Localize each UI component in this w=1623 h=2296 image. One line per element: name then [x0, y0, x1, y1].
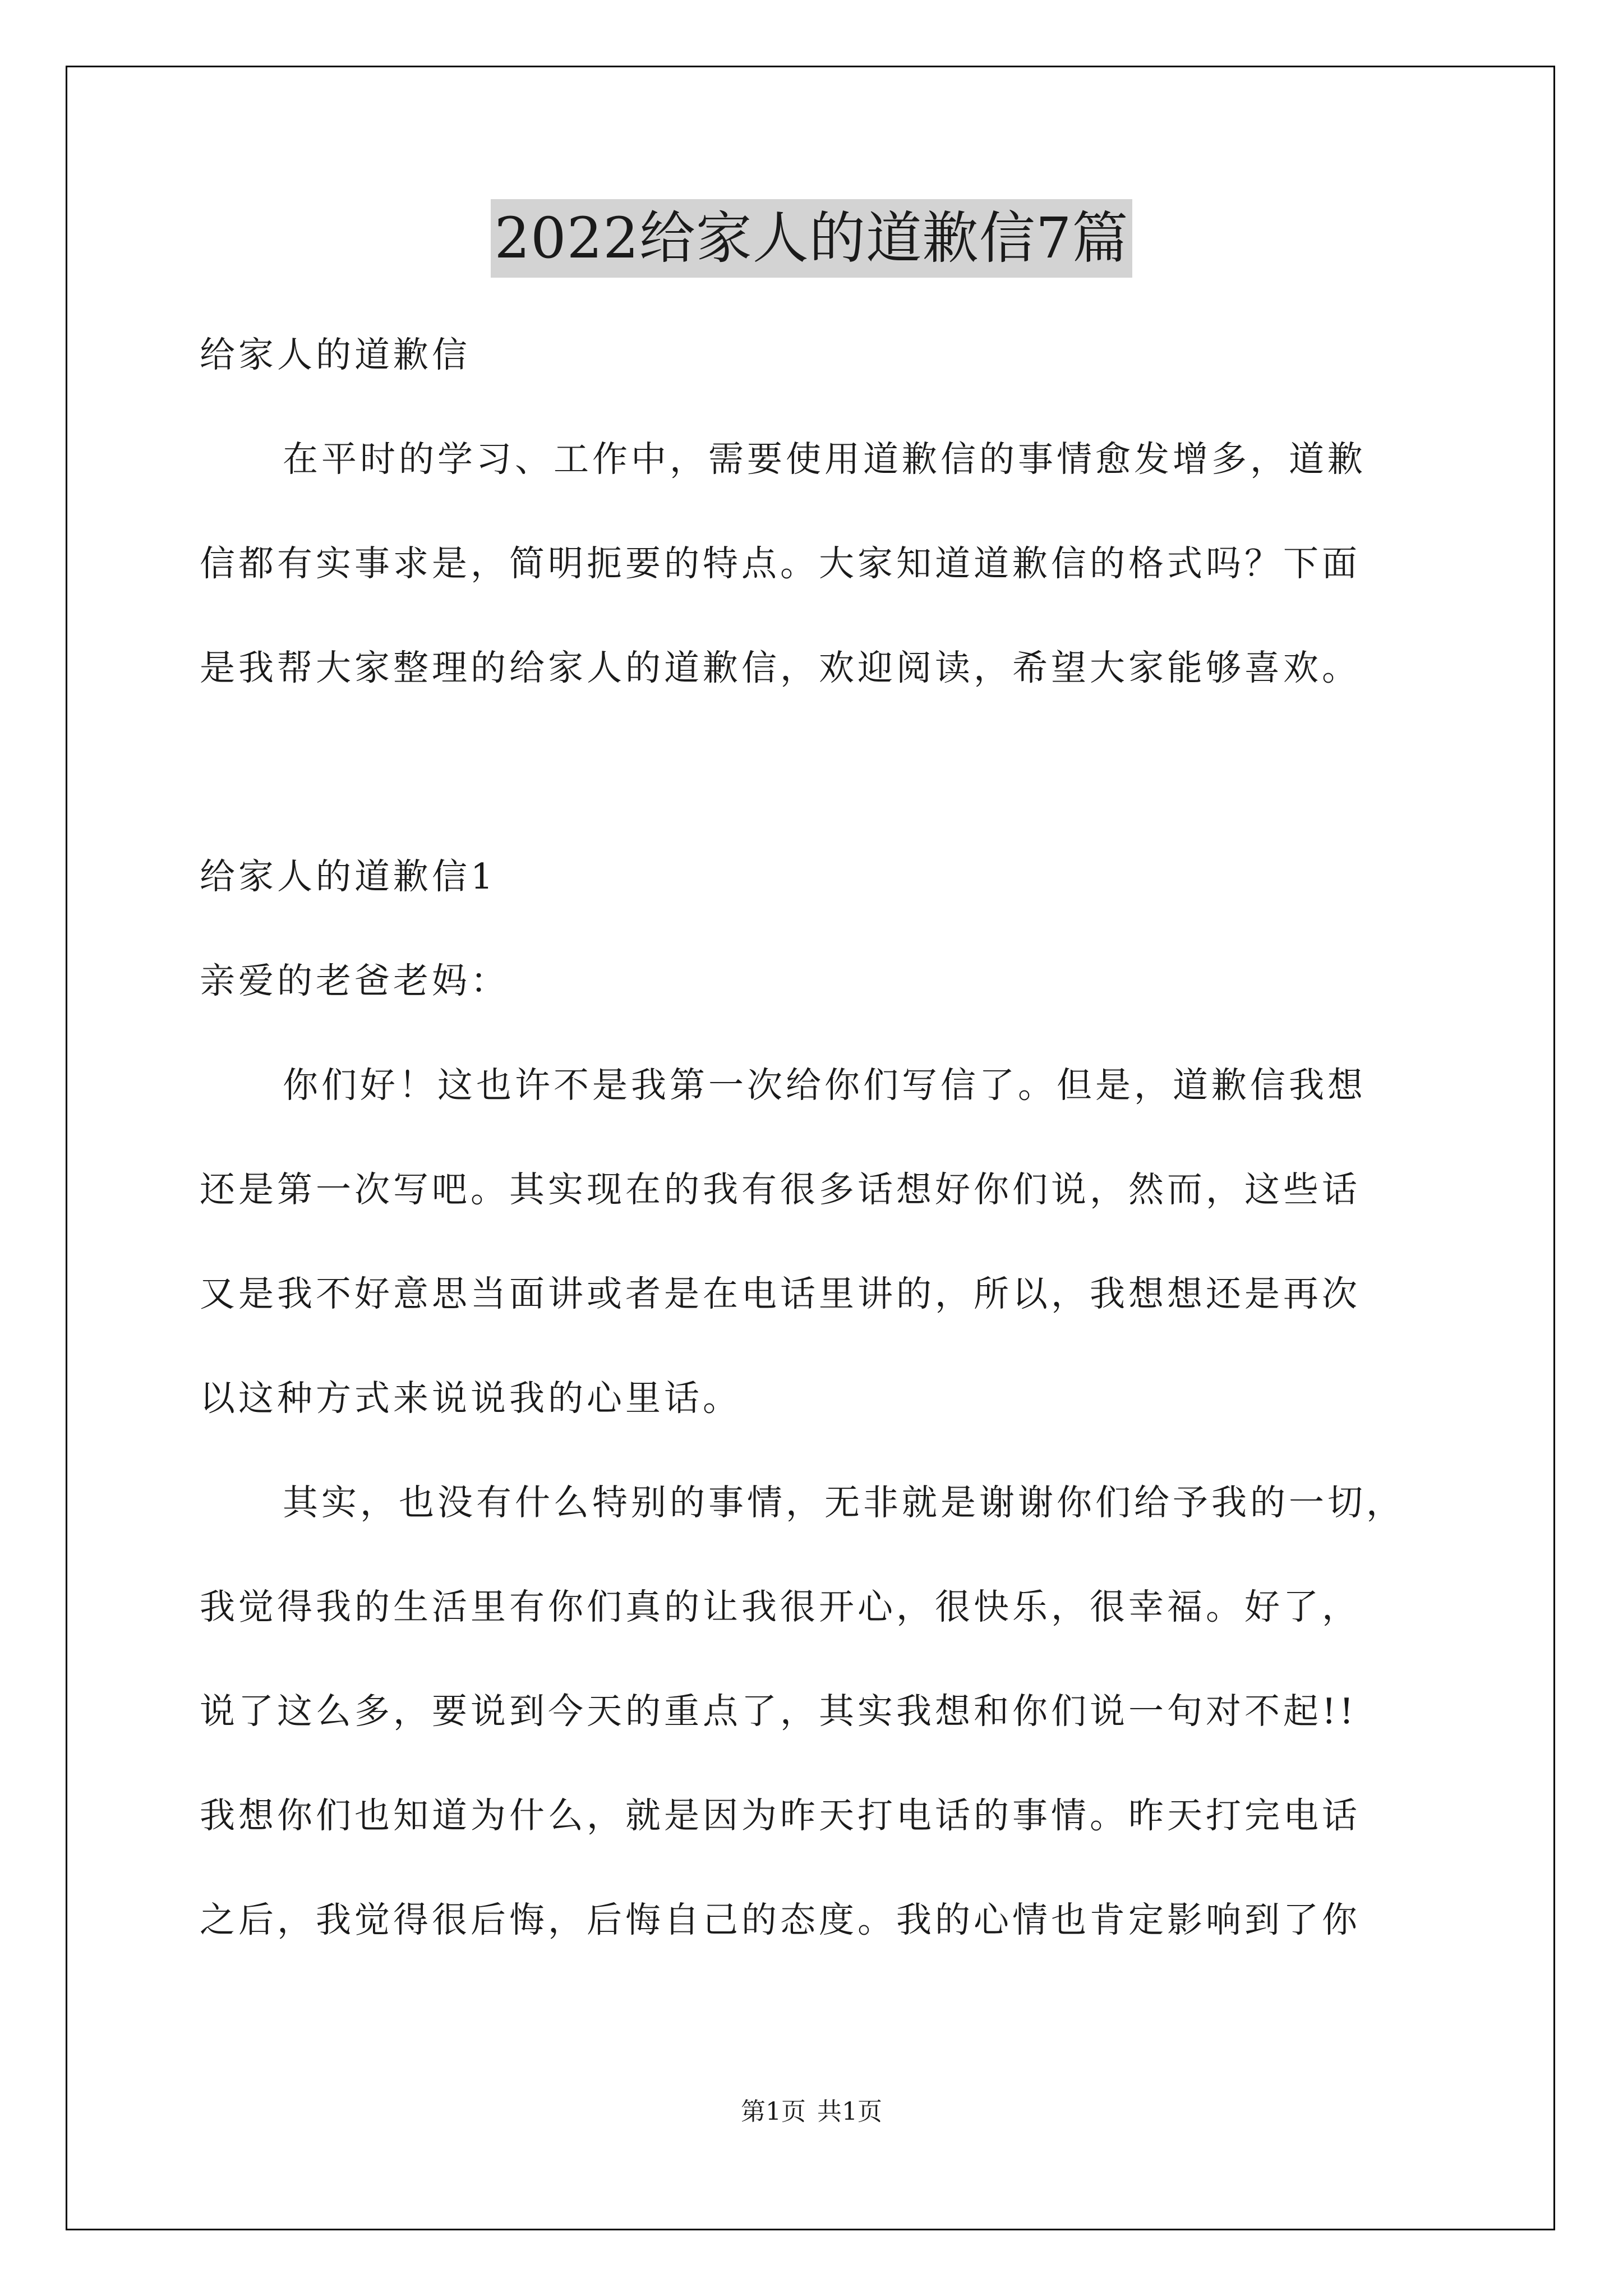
text-line: 以这种方式来说说我的心里话。 — [200, 1378, 741, 1419]
document-body — [200, 303, 1428, 1972]
text-line: 我想你们也知道为什么，就是因为昨天打电话的事情。昨天打完电话 — [200, 1795, 1361, 1836]
page-footer — [0, 2095, 1623, 2129]
text-line: 在平时的学习、工作中，需要使用道歉信的事情愈发增多，道歉 — [283, 439, 1366, 480]
text-line: 之后，我觉得很后悔，后悔自己的态度。我的心情也肯定影响到了你 — [200, 1899, 1361, 1940]
text-line: 是我帮大家整理的给家人的道歉信，欢迎阅读，希望大家能够喜欢。 — [200, 647, 1361, 688]
text-line: 我觉得我的生活里有你们真的让我很开心，很快乐，很幸福。好了， — [200, 1586, 1361, 1627]
text-line: 说了这么多，要说到今天的重点了，其实我想和你们说一句对不起!! — [200, 1691, 1357, 1732]
text-line: 还是第一次写吧。其实现在的我有很多话想好你们说，然而，这些话 — [200, 1169, 1361, 1210]
paragraph-gap — [200, 720, 1428, 825]
document-title: 2022给家人的道歉信7篇 — [491, 199, 1132, 278]
text-line: 其实，也没有什么特别的事情，无非就是谢谢你们给予我的一切， — [283, 1482, 1405, 1523]
text-line: 亲爱的老爸老妈： — [200, 960, 509, 1001]
text-line: 信都有实事求是，简明扼要的特点。大家知道道歉信的格式吗？下面 — [200, 543, 1361, 584]
text-line: 给家人的道歉信1 — [200, 856, 497, 897]
page-total: 共1页 — [817, 2097, 882, 2126]
page-number: 第1页 — [741, 2097, 806, 2126]
text-line: 给家人的道歉信 — [200, 334, 471, 375]
text-line: 你们好！这也许不是我第一次给你们写信了。但是，道歉信我想 — [283, 1065, 1366, 1106]
text-line: 又是我不好意思当面讲或者是在电话里讲的，所以，我想想还是再次 — [200, 1273, 1361, 1314]
title-container — [0, 199, 1623, 278]
